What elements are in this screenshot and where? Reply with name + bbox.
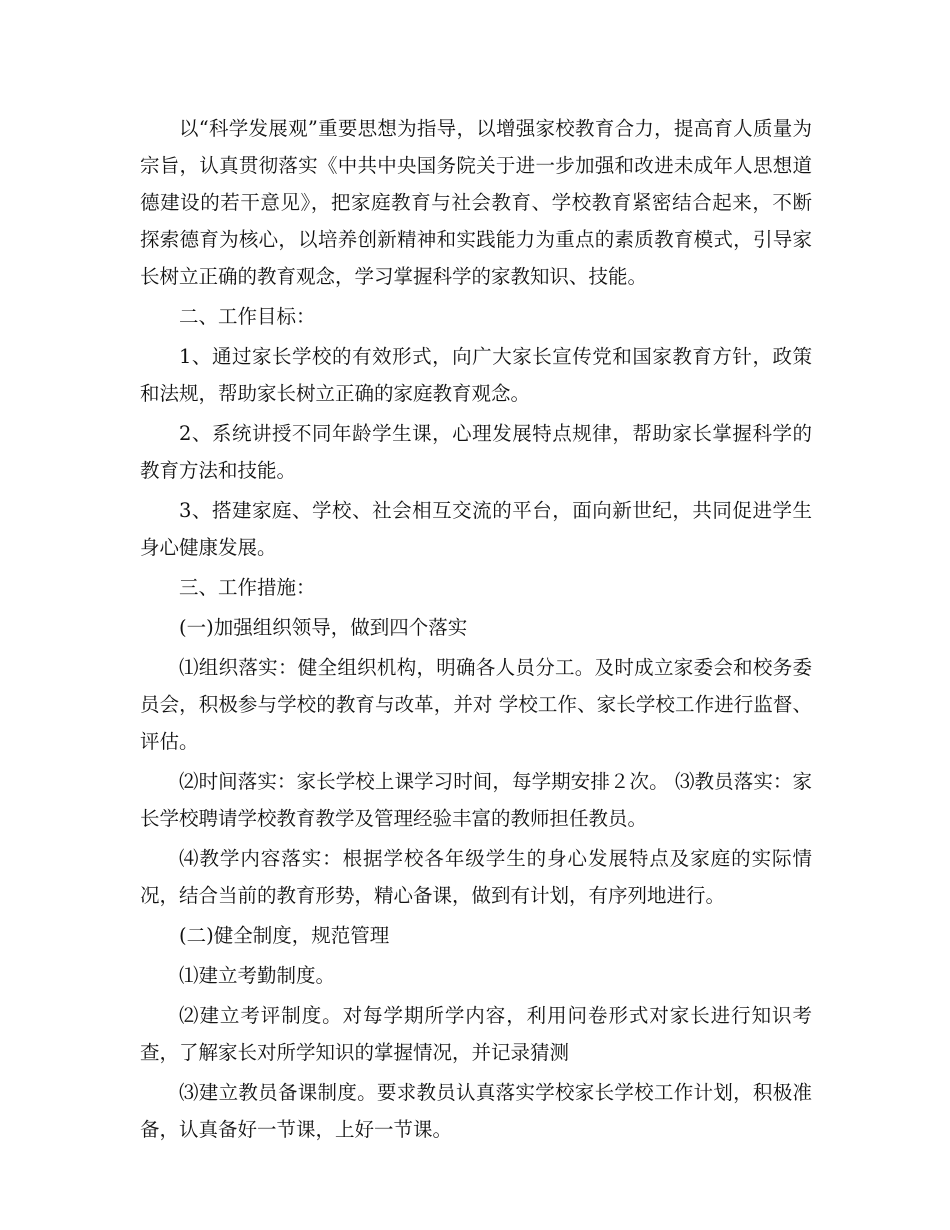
intro-paragraph: 以“科学发展观”重要思想为指导，以增强家校教育合力，提高育人质量为宗旨，认真贯彻落实《中共中央国务院关于进一步加强和改进未成年人思想道德建设的若干意见》，把家庭教育与社会教育、学校教育紧密结合起来，不断探索德育为核心，以培养创新精神和实践能力为重点的素质教育模式，引导家长树立正确的教育观念，学习掌握科学的家教知识、技能。: [140, 117, 812, 288]
system-item-attendance: ⑴建立考勤制度。: [179, 964, 336, 987]
system-item-lesson-prep: ⑶建立教员备课制度。要求教员认真落实学校家长学校工作计划，积极准备，认真备好一节课，上好一节课。: [140, 1081, 812, 1141]
section-heading-measures: 三、工作措施：: [179, 576, 316, 599]
goal-item-3: 3、搭建家庭、学校、社会相互交流的平台，面向新世纪，共同促进学生身心健康发展。: [140, 499, 812, 559]
subsection-heading-system: (二)健全制度，规范管理: [179, 924, 390, 947]
measure-item-organization: ⑴组织落实：健全组织机构，明确各人员分工。及时成立家委会和校务委员会，积极参与学校的教育与改革，并对 学校工作、家长学校工作进行监督、评估。: [140, 656, 812, 753]
measure-item-content: ⑷教学内容落实：根据学校各年级学生的身心发展特点及家庭的实际情况，结合当前的教育形势，精心备课，做到有计划，有序列地进行。: [140, 847, 812, 907]
document-body: [140, 110, 812, 1151]
measure-item-time-staff: ⑵时间落实：家长学校上课学习时间，每学期安排２次。 ⑶教员落实：家长学校聘请学校教育教学及管理经验丰富的教师担任教员。: [140, 770, 812, 830]
goal-item-2: 2、系统讲授不同年龄学生课，心理发展特点规律，帮助家长掌握科学的教育方法和技能。: [140, 422, 812, 482]
system-item-evaluation: ⑵建立考评制度。对每学期所学内容，利用问卷形式对家长进行知识考查，了解家长对所学知识的掌握情况，并记录猜测: [140, 1004, 812, 1064]
section-heading-goals: 二、工作目标：: [179, 305, 316, 328]
subsection-heading-organization: (一)加强组织领导，做到四个落实: [179, 616, 468, 639]
goal-item-1: 1、通过家长学校的有效形式，向广大家长宣传党和国家教育方针，政策和法规，帮助家长树立正确的家庭教育观念。: [140, 345, 812, 405]
